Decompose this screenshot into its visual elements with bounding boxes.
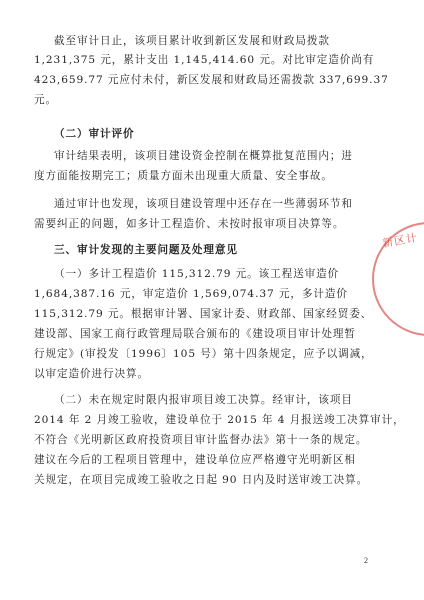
seal-text: 新区计 — [381, 231, 419, 251]
paragraph-line: 关规定，在项目完成竣工验收之日起 90 日内及时送审竣工决算。 — [34, 474, 369, 486]
paragraph-line: 建议在今后的工程项目管理中，建设单位应严格遵守光明新区相 — [34, 454, 356, 466]
paragraph-line: 1,684,387.16 元，审定造价 1,569,074.37 元，多计造价 — [34, 288, 348, 300]
section-heading-audit-evaluation: （二）审计评价 — [54, 128, 135, 140]
paragraph-line: 1,231,375 元，累计支出 1,145,414.60 元。对比审定造价尚有 — [34, 54, 375, 66]
paragraph-line: 截至审计日止，该项目累计收到新区发展和财政局拨款 — [54, 35, 330, 47]
paragraph-line: 以审定造价进行决算。 — [34, 368, 149, 380]
paragraph-line: 需要纠正的问题，如多计工程造价、未按时报审项目决算等。 — [34, 218, 345, 230]
paragraph-line: （一）多计工程造价 115,312.79 元。该工程送审造价 — [54, 268, 340, 280]
section-heading-main-issues: 三、审计发现的主要问题及处理意见 — [54, 244, 238, 256]
paragraph-line: 度方面能按期完工；质量方面未出现重大质量、安全事故。 — [34, 170, 333, 182]
paragraph-line: 审计结果表明，该项目建设资金控制在概算批复范围内；进 — [54, 150, 353, 162]
paragraph-line: 行规定》(审投发〔1996〕105 号）第十四条规定，应予以调减， — [34, 348, 373, 360]
paragraph-line: 115,312.79 元。根据审计署、国家计委、财政部、国家经贸委、 — [34, 308, 373, 320]
paragraph-line: 通过审计也发现，该项目建设管理中还存在一些薄弱环节和 — [54, 198, 353, 210]
paragraph-line: 不符合《光明新区政府投资项目审计监督办法》第十一条的规定。 — [34, 434, 368, 446]
paragraph-line: 423,659.77 元应付未付，新区发展和财政局还需拨款 337,699.37 — [34, 74, 389, 86]
page-number: 2 — [364, 556, 368, 565]
paragraph-line: （二）未在规定时限内报审项目竣工决算。经审计，该项目 — [54, 394, 353, 406]
paragraph-line: 建设部、国家工商行政管理局联合颁布的《建设项目审计处理暂 — [34, 328, 356, 340]
paragraph-line: 元。 — [34, 94, 57, 106]
paragraph-line: 2014 年 2 月竣工验收，建设单位于 2015 年 4 月报送竣工决算审计， — [34, 414, 405, 426]
